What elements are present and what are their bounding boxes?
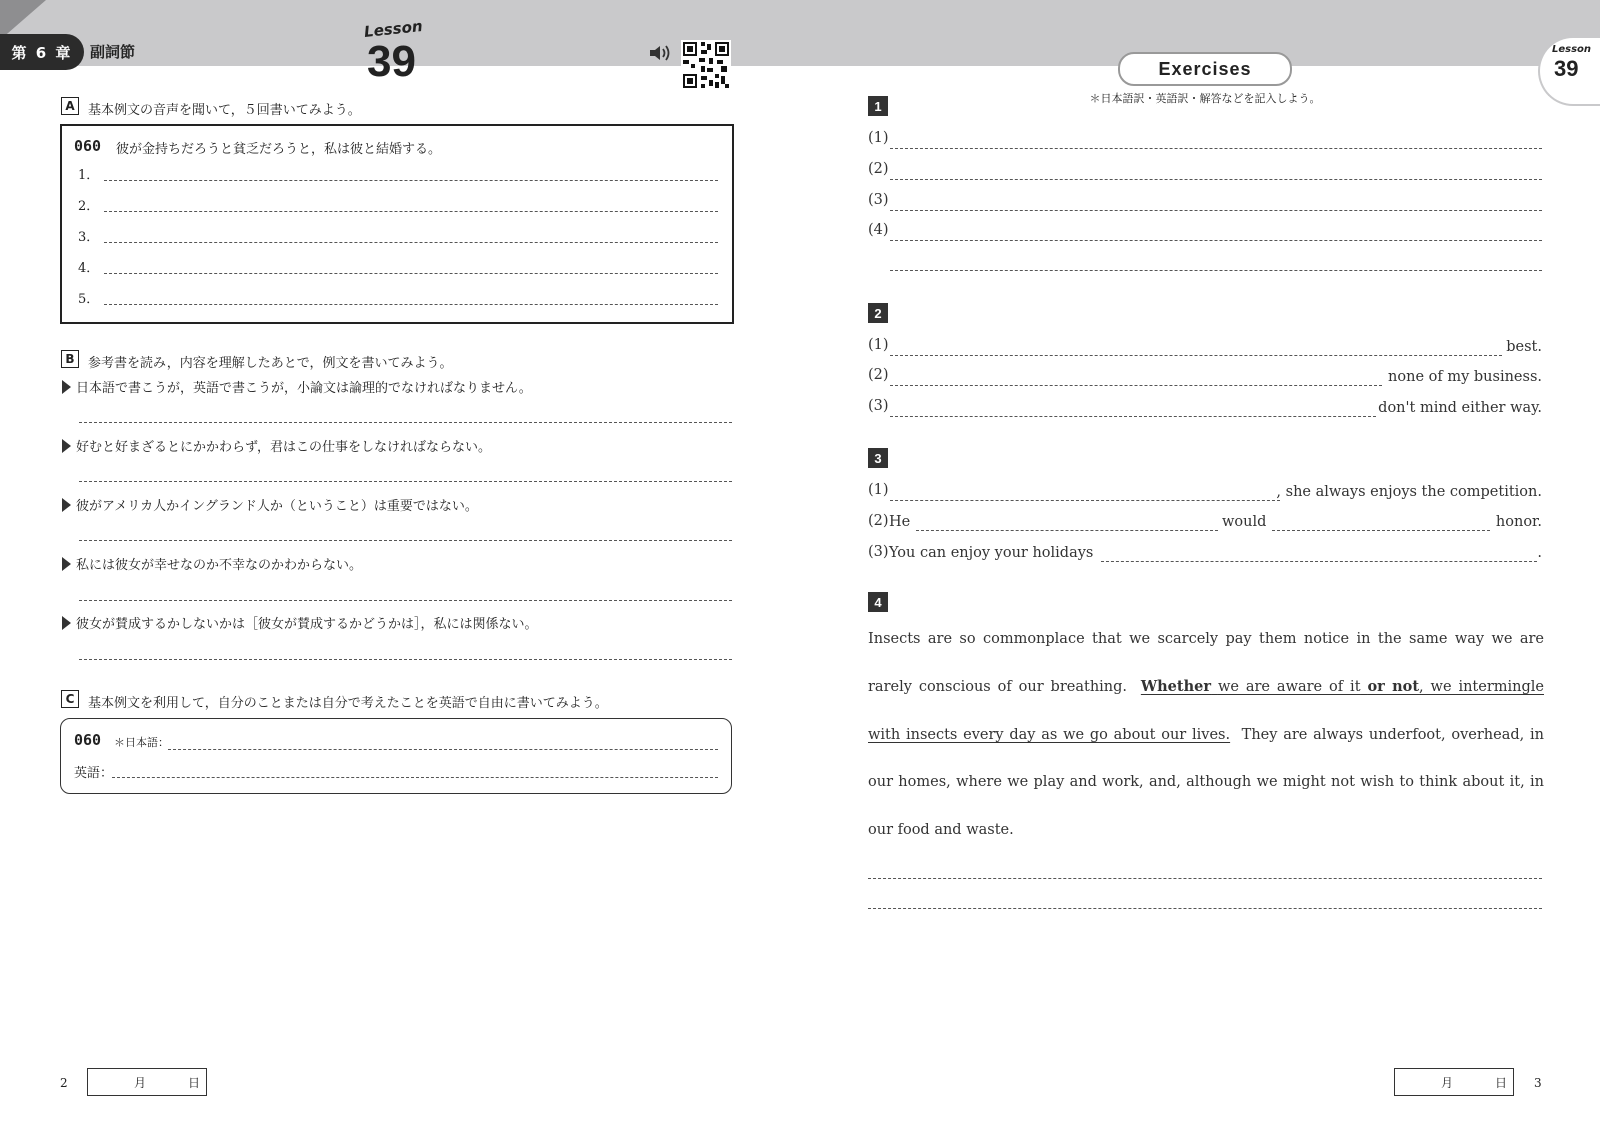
section-a-sentence: 彼が金持ちだろうと貧乏だろうと，私は彼と結婚する。 (116, 142, 442, 157)
ex2-item-suffix: none of my business. (1388, 369, 1542, 385)
ex3-item-number: (1) (868, 482, 889, 498)
ex2-answer-line-3[interactable] (890, 416, 1376, 417)
qr-code-icon[interactable] (681, 40, 731, 90)
day-label: 日 (188, 1075, 201, 1090)
chapter-label: 第 6 章 (0, 34, 84, 70)
arrow-icon (62, 498, 71, 512)
section-b-instruction: 参考書を読み，内容を理解したあとで，例文を書いてみよう。 (88, 356, 453, 371)
exercises-note: ＊日本語訳・英語訳・解答などを記入しよう。 (1089, 92, 1321, 105)
english-label: 英語： (74, 766, 114, 781)
ex3-answer-line-2a[interactable] (916, 530, 1218, 531)
month-label: 月 (1441, 1075, 1454, 1090)
ex3-item3-prefix: You can enjoy your holidays (889, 545, 1094, 561)
ex3-answer-line-1[interactable] (890, 500, 1280, 501)
ex3-item-number: (3) (868, 544, 889, 560)
exercise-4-label: 4 (868, 592, 888, 612)
section-b-item: 日本語で書こうが，英語で書こうが，小論文は論理的でなければなりません。 (62, 377, 532, 396)
japanese-writing-line[interactable] (168, 749, 718, 750)
arrow-icon (62, 616, 71, 630)
date-box-left[interactable] (87, 1068, 207, 1096)
section-b-item: 彼女が賛成するかしないかは［彼女が賛成するかどうかは］，私には関係ない。 (62, 613, 538, 632)
ex3-answer-line-3[interactable] (1101, 561, 1537, 562)
right-lesson-word: Lesson (1552, 44, 1592, 55)
page-number-right: 3 (1534, 1076, 1542, 1090)
ex2-answer-line-2[interactable] (890, 385, 1382, 386)
month-label: 月 (134, 1075, 147, 1090)
english-writing-line[interactable] (112, 777, 718, 778)
ex1-item-number: (2) (868, 161, 889, 177)
ex3-item-number: (2) (868, 513, 889, 529)
section-b-item: 彼がアメリカ人かイングランド人か（ということ）は重要ではない。 (62, 495, 478, 514)
line-number: 3． (78, 230, 100, 245)
writing-line[interactable] (79, 422, 732, 423)
writing-line[interactable] (79, 600, 732, 601)
arrow-icon (62, 380, 71, 394)
exercises-title: Exercises (1118, 52, 1292, 86)
line-number: 4． (78, 261, 100, 276)
writing-line-4[interactable] (104, 273, 718, 274)
writing-line-5[interactable] (104, 304, 718, 305)
ex1-answer-line-5[interactable] (890, 270, 1542, 271)
ex1-item-number: (3) (868, 192, 889, 208)
day-label: 日 (1495, 1075, 1508, 1090)
ex4-passage: Insects are so commonplace that we scarcely pay them notice in the same way we are rarely conscious of our breathing. Whether we are aware of it or not, we intermingle with insects every day as we go about our lives. They are always underfoot, overhead, in our homes, where we play and work, and, although we might not wish to think about it, in our food and waste. (868, 631, 1544, 838)
ex1-answer-line-1[interactable] (890, 148, 1542, 149)
ex4-answer-line-1[interactable] (868, 878, 1542, 879)
line-number: 1． (78, 168, 100, 183)
ex4-answer-line-2[interactable] (868, 908, 1542, 909)
ex1-item-number: (4) (868, 222, 889, 238)
section-a-instruction: 基本例文の音声を聞いて，５回書いてみよう。 (88, 103, 361, 118)
ex3-item2-would: would (1222, 514, 1267, 530)
section-b-item: 私には彼女が幸せなのか不幸なのかわからない。 (62, 554, 362, 573)
writing-line-1[interactable] (104, 180, 718, 181)
writing-line[interactable] (79, 540, 732, 541)
exercise-1-label: 1 (868, 96, 888, 116)
header-band (0, 0, 1600, 66)
ex1-item-number: (1) (868, 130, 889, 146)
line-number: 5． (78, 292, 100, 307)
speaker-icon[interactable] (648, 43, 672, 63)
ex2-item-number: (3) (868, 398, 889, 414)
japanese-label: ＊日本語： (114, 736, 169, 749)
writing-line[interactable] (79, 481, 732, 482)
writing-line[interactable] (79, 659, 732, 660)
section-c-box (60, 718, 732, 794)
section-a-label: A (61, 97, 79, 115)
ex1-answer-line-4[interactable] (890, 240, 1542, 241)
ex2-item-suffix: don't mind either way. (1378, 400, 1542, 416)
section-c-label: C (61, 690, 79, 708)
underlined-clause: Whether we are aware of it or not, we intermingle with insects every day as we go about our lives. (868, 678, 1544, 743)
ex2-item-suffix: best. (1506, 339, 1542, 355)
right-lesson-number: 39 (1554, 56, 1579, 81)
lesson-number: 39 (367, 37, 416, 86)
ex3-item1-suffix: , she always enjoys the competition. (1276, 484, 1542, 500)
section-c-instruction: 基本例文を利用して，自分のことまたは自分で考えたことを英語で自由に書いてみよう。 (88, 696, 608, 711)
date-box-right[interactable] (1394, 1068, 1514, 1096)
ex3-item2-honor: honor. (1495, 514, 1542, 530)
ex1-answer-line-3[interactable] (890, 210, 1542, 211)
section-a-code: 060 (74, 137, 102, 155)
writing-line-2[interactable] (104, 211, 718, 212)
section-c-code: 060 (74, 731, 102, 749)
arrow-icon (62, 439, 71, 453)
exercise-2-label: 2 (868, 303, 888, 323)
lesson-word: Lesson (363, 16, 424, 42)
arrow-icon (62, 557, 71, 571)
line-number: 2． (78, 199, 100, 214)
chapter-title: 副詞節 (90, 43, 136, 61)
page-number-left: 2 (60, 1076, 68, 1090)
ex2-item-number: (1) (868, 337, 889, 353)
exercise-3-label: 3 (868, 448, 888, 468)
ex2-item-number: (2) (868, 367, 889, 383)
section-b-item: 好むと好まざるとにかかわらず，君はこの仕事をしなければならない。 (62, 436, 491, 455)
ex3-answer-line-2b[interactable] (1272, 530, 1490, 531)
ex1-answer-line-2[interactable] (890, 179, 1542, 180)
ex3-item2-he: He (889, 514, 911, 530)
ex2-answer-line-1[interactable] (890, 355, 1502, 356)
section-b-label: B (61, 350, 79, 368)
ex3-item3-end: . (1537, 545, 1542, 561)
writing-line-3[interactable] (104, 242, 718, 243)
